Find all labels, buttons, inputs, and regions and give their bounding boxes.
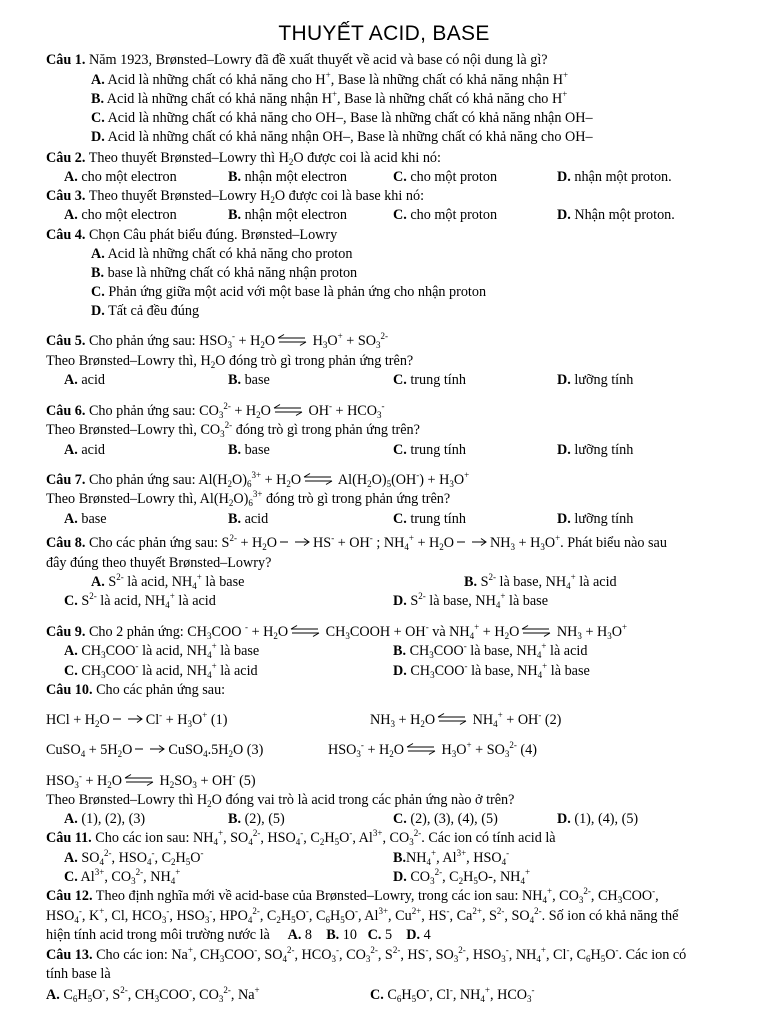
option-2c: C. cho một proton: [393, 169, 498, 185]
option-5b: B. base: [228, 372, 270, 388]
option-1c: C. Acid là những chất có khả năng cho OH–, Base là những chất có khả năng nhận OH–: [91, 110, 593, 126]
option-8a: A. $S^{2-}$ là acid, $NH_4^+$ là base: [91, 572, 245, 591]
question-11: Câu 11. Cho các ion sau: $NH_4^+$, $SO_4^{2-}$, $HSO_4^-$, $C_2H_5O^-$, $Al^{3+}$, $CO_3^{2-}$. Các ion có tính acid là: [46, 828, 556, 847]
question-12: Câu 12. Theo định nghĩa mới về acid-base của Brønsted–Lowry, trong các ion sau: $NH_4^+$, $CO_3^{2-}$, $CH_3COO^-$,: [46, 886, 659, 905]
reaction-arrow-icon: [454, 536, 490, 548]
question-3: Câu 3. Theo thuyết Brønsted–Lowry $H_2O$ được coi là base khi nó:: [46, 188, 425, 205]
equilibrium-arrow-icon: [271, 404, 305, 416]
option-8d: D. $S^{2-}$ là base, $NH_4^+$ là base: [393, 591, 548, 610]
option-11a: A. $SO_4^{2-}$, $HSO_4^-$, $C_2H_5O^-$: [64, 848, 204, 867]
option-6d: D. lưỡng tính: [557, 442, 634, 458]
reaction-3: CuSO$_4$ + $5H_2O$ $CuSO_4.5H_2O$ (3): [46, 742, 264, 759]
option-1b: B. Acid là những chất có khả năng nhận H+, Base là những chất có khả năng cho H+: [91, 89, 568, 107]
option-7b: B. acid: [228, 511, 269, 527]
question-1: [46, 51, 548, 69]
option-9a: A. $CH_3COO^-$ là acid, $NH_4^+$ là base: [64, 641, 260, 660]
reaction-2: $NH_3 + H_2O$ $NH_4^+ + OH^-$ (2): [370, 710, 562, 729]
option-11b: $B.NH_4^+$, $Al^{3+}$, $HSO_4^-$: [393, 848, 510, 867]
option-6b: B. base: [228, 442, 270, 458]
option-5a: A. acid: [64, 372, 105, 388]
option-11d: D. $CO_3^{2-}$, $C_2H_5O-$, $NH_4^+$: [393, 867, 531, 886]
page-title: THUYẾT ACID, BASE: [278, 22, 490, 45]
question-7: Câu 7. Cho phản ứng sau: $Al(H_2O)_6^{3+} + H_2O$ $Al(H_2O)_5(OH^-) + H_3O^+$: [46, 470, 470, 489]
question-9: Câu 9. Cho 2 phản ứng: $CH_3COO$ $^- + H_2O$ $CH_3COOH + OH^-$ và $NH_4^+ + H_2O$ $NH_3 + H_3O^+$: [46, 622, 628, 641]
option-7c: C. trung tính: [393, 511, 466, 527]
option-6a: A. acid: [64, 442, 105, 458]
option-4d: D. Tất cả đều đúng: [91, 303, 200, 319]
option-7a: A. base: [64, 511, 107, 527]
option-9d: D. $CH_3COO^-$ là base, $NH_4^+$ là base: [393, 661, 590, 680]
reaction-5: $HSO_3^- + H_2O$ $H_2SO_3 + OH^-$ (5): [46, 771, 256, 790]
option-8b: B. $S^{2-}$ là base, $NH_4^+$ là acid: [464, 572, 617, 591]
option-8c: C. $S^{2-}$ là acid, $NH_4^+$ là acid: [64, 591, 216, 610]
question-13-cont: tính base là: [46, 966, 111, 982]
option-11c: C. $Al^{3+}$, $CO_3^{2-}$, $NH_4^+$: [64, 867, 181, 886]
question-8-cont: đây đúng theo thuyết Brønsted–Lowry?: [46, 555, 272, 571]
equilibrium-arrow-icon: [122, 774, 156, 786]
option-10c: C. (2), (3), (4), (5): [393, 811, 498, 827]
question-12-cont: $HSO_4^-$, K+, Cl, $HCO_3^-$, $HSO_3^-$, $HPO_4^{2-}$, $C_2H_5O^-$, $C_6H_5O^-$, $Al^{3+}$, $Cu^{2+}$, HS-, $Ca^{2+}$, $S^{2-}$, $SO_4^{2-}$. Số ion có khả năng thể: [46, 906, 679, 925]
option-2a: A. cho một electron: [64, 169, 177, 185]
option-10a: A. (1), (2), (3): [64, 811, 146, 827]
equilibrium-arrow-icon: [404, 743, 438, 755]
reaction-arrow-icon: [110, 713, 146, 725]
equilibrium-arrow-icon: [435, 713, 469, 725]
option-13a: A. $C_6H_5O^-$, $S^{2-}$, $CH_3COO^-$, $CO_3^{2-}$, Na+: [46, 985, 260, 1004]
equilibrium-arrow-icon: [288, 625, 322, 637]
option-2b: B. nhận một electron: [228, 169, 347, 185]
question-13: Câu 13. Cho các ion: Na+, $CH_3COO^-$, $SO_4^{2-}$, $HCO_3^-$, $CO_3^{2-}$, $S^{2-}$, HS-, $SO_3^{2-}$, $HSO_3^-$, $NH_4^+$, Cl-, $C_6H_5O^-$. Các ion có: [46, 945, 687, 964]
option-9b: B. $CH_3COO^-$ là base, $NH_4^+$ là acid: [393, 641, 588, 660]
question-2: Câu 2. Theo thuyết Brønsted–Lowry thì $H_2O$ được coi là acid khi nó:: [46, 150, 441, 167]
option-4b: B. base là những chất có khả năng nhận proton: [91, 265, 358, 281]
option-10d: D. (1), (4), (5): [557, 811, 639, 827]
question-text: Năm 1923, Brønsted–Lowry đã đề xuất thuyết về acid và base có nội dung là gì?: [88, 52, 548, 68]
option-6c: C. trung tính: [393, 442, 466, 458]
reaction-arrow-icon: [132, 743, 168, 755]
equilibrium-arrow-icon: [519, 625, 553, 637]
option-10b: B. (2), (5): [228, 811, 285, 827]
question-10-sub: Theo Brønsted–Lowry thì $H_2O$ đóng vai trò là acid trong các phản ứng nào ở trên?: [46, 792, 515, 809]
option-13c: C. $C_6H_5O^-$, Cl-, $NH_4^+$, $HCO_3^-$: [370, 985, 535, 1004]
option-4c: C. Phản ứng giữa một acid với một base là phản ứng cho nhận proton: [91, 284, 487, 300]
option-3d: D. Nhận một proton.: [557, 207, 675, 223]
option-1a: A. Acid là những chất có khả năng cho H+, Base là những chất có khả năng nhận H+: [91, 70, 569, 88]
option-5d: D. lưỡng tính: [557, 372, 634, 388]
option-2d: D. nhận một proton.: [557, 169, 672, 185]
question-8: Câu 8. Cho các phản ứng sau: $S^{2-} + H_2O$ HS- + OH- ; $NH_4^+ + H_2O$ $NH_3 + H_3O^+$. Phát biểu nào sau: [46, 533, 667, 552]
reaction-1: HCl + $H_2O$ $Cl^- + H_3O^+$ (1): [46, 710, 228, 729]
option-3c: C. cho một proton: [393, 207, 498, 223]
option-4a: A. Acid là những chất có khả năng cho proton: [91, 246, 353, 262]
question-label: Câu 1.: [46, 52, 86, 68]
reaction-arrow-icon: [277, 536, 313, 548]
question-5: Câu 5. Cho phản ứng sau: $HSO_3^- + H_2O$ $H_3O^+ + SO_3^{2-}$: [46, 331, 388, 350]
question-7-sub: Theo Brønsted–Lowry thì, $Al(H_2O)_6^{3+}$ đóng trò gì trong phản ứng trên?: [46, 489, 451, 508]
question-12-cont2: hiện tính acid trong môi trường nước là A. 8 B. 10 C. 5 D. 4: [46, 927, 431, 943]
option-3a: A. cho một electron: [64, 207, 177, 223]
option-9c: C. $CH_3COO^-$ là acid, $NH_4^+$ là acid: [64, 661, 258, 680]
equilibrium-arrow-icon: [275, 334, 309, 346]
option-3b: B. nhận một electron: [228, 207, 347, 223]
question-6-sub: Theo Brønsted–Lowry thì, $CO_3^{2-}$ đóng trò gì trong phản ứng trên?: [46, 420, 420, 439]
question-10: Câu 10. Cho các phản ứng sau:: [46, 682, 226, 698]
question-6: Câu 6. Cho phản ứng sau: $CO_3^{2-} + H_2O$ $OH^- + HCO_3^-$: [46, 401, 385, 420]
reaction-4: $HSO_3^- + H_2O$ $H_3O^+ + SO_3^{2-}$ (4): [328, 740, 537, 759]
option-1d: D. Acid là những chất có khả năng nhận OH–, Base là những chất có khả năng cho OH–: [91, 129, 593, 145]
option-7d: D. lưỡng tính: [557, 511, 634, 527]
question-5-sub: Theo Brønsted–Lowry thì, $H_2O$ đóng trò gì trong phản ứng trên?: [46, 353, 414, 370]
equilibrium-arrow-icon: [301, 473, 335, 485]
option-5c: C. trung tính: [393, 372, 466, 388]
question-4: Câu 4. Chọn Câu phát biểu đúng. Brønsted–Lowry: [46, 227, 338, 243]
